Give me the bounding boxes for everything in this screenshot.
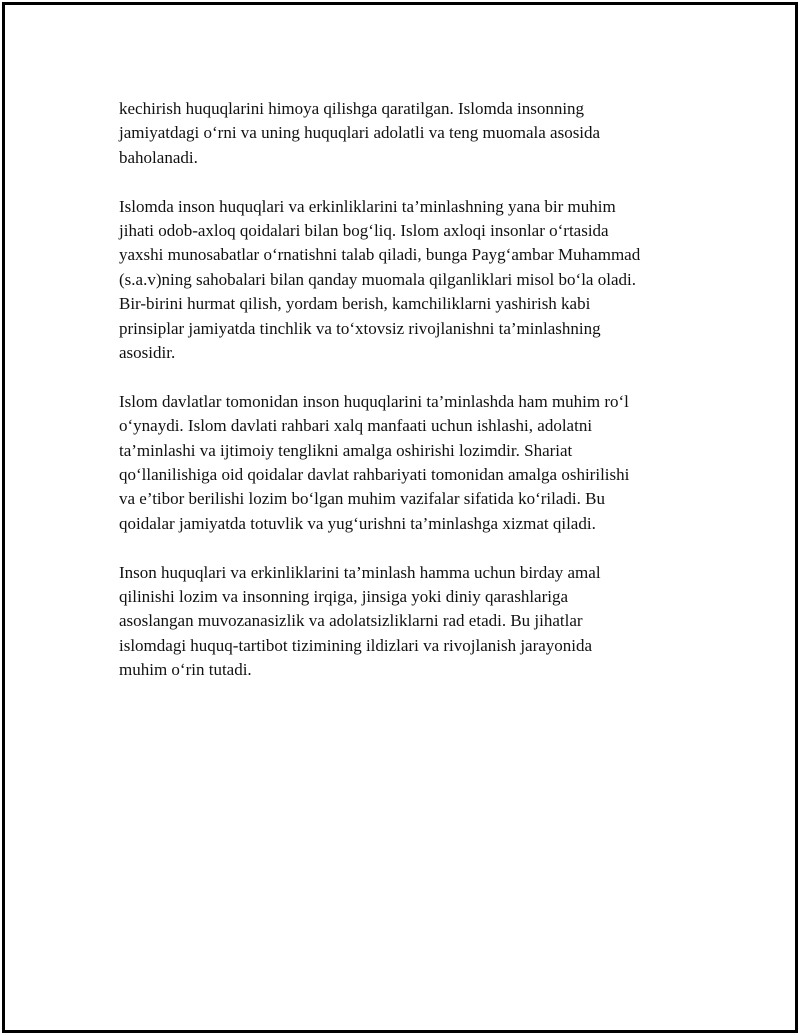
paragraph-4: Inson huquqlari va erkinliklarini ta’minlash hamma uchun birday amal qilinishi lozim va insonning irqiga, jinsiga yoki diniy qarashlariga asoslangan muvozanasizlik va adolatsizliklarni rad etadi. Bu jihatlar islomdagi huquq-tartibot tizimining ildizlari va rivojlanish jarayonida muhim o‘rin tutadi. [119,562,601,680]
document-body [119,97,699,707]
paragraph-1: kechirish huquqlarini himoya qilishga qaratilgan. Islomda insonning jamiyatdagi o‘rni va uning huquqlari adolatli va teng muomala asosida baholanadi. [119,99,601,167]
paragraph-3: Islom davlatlar tomonidan inson huquqlarini ta’minlashda ham muhim ro‘l o‘ynaydi. Islom davlati rahbari xalq manfaati uchun ishlashi, adolatni ta’minlashi va ijtimoiy tenglikni amalga oshirishi lozimdir. Shariat qo‘llanilishiga oid qoidalar davlat rahbariyati tomonidan amalga oshirilishi va e’tibor berilishi lozim bo‘lgan muhim vazifalar sifatida ko‘riladi. Bu qoidalar jamiyatda totuvlik va yug‘urishni ta’minlashga xizmat qiladi. [119,391,630,533]
paragraph-2: Islomda inson huquqlari va erkinliklarini ta’minlashning yana bir muhim jihati odob-axloq qoidalari bilan bog‘liq. Islom axloqi insonlar o‘rtasida yaxshi munosabatlar o‘rnatishni talab qiladi, bunga Payg‘ambar Muhammad (s.a.v)ning sahobalari bilan qanday muomala qilganliklari misol bo‘la oladi. Bir-birini hurmat qilish, yordam berish, kamchiliklarni yashirish kabi prinsiplar jamiyatda tinchlik va to‘xtovsiz rivojlanishni ta’minlashning asosidir. [119,196,641,363]
page-frame [2,2,798,1033]
